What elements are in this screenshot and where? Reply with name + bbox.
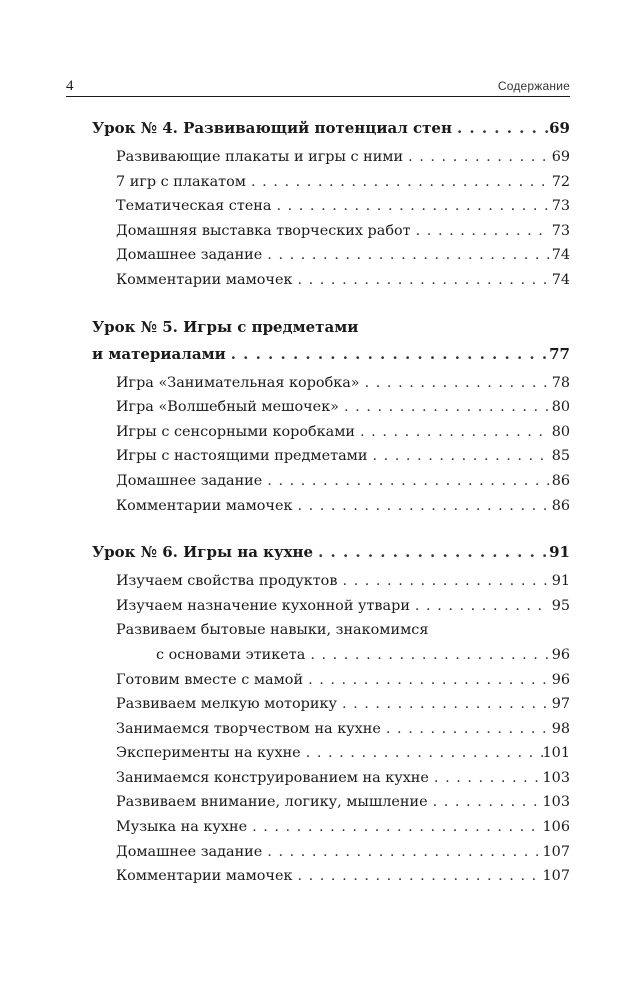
entry-page: 85 — [551, 448, 570, 465]
dot-leader — [411, 219, 550, 244]
toc-entry — [116, 243, 570, 268]
entry-title: Игры с настоящими предметами — [116, 448, 368, 465]
entry-page: 69 — [551, 149, 570, 165]
lesson-page: 69 — [549, 119, 570, 137]
entry-page: 86 — [551, 497, 570, 514]
entry-title: Занимаемся конструированием на кухне — [116, 769, 429, 786]
entry-page: 80 — [551, 399, 570, 416]
entry-page: 97 — [551, 696, 570, 713]
dot-leader — [305, 643, 550, 668]
lesson-heading — [92, 115, 570, 142]
dot-leader — [429, 766, 543, 791]
entry-page: 78 — [551, 374, 570, 391]
dot-leader — [452, 115, 549, 142]
dot-leader — [262, 243, 550, 268]
toc-entry — [116, 268, 570, 293]
dot-leader — [247, 815, 542, 840]
toc-entry — [116, 790, 570, 815]
toc-entry — [116, 741, 570, 766]
entry-title-line-2: с основами этикета — [156, 646, 306, 663]
entry-list — [92, 569, 570, 889]
entry-page: 80 — [551, 423, 570, 440]
dot-leader — [337, 692, 550, 717]
toc-entry — [116, 618, 570, 667]
entry-title: Домашнее задание — [116, 843, 263, 860]
dot-leader — [292, 864, 542, 889]
entry-page: 107 — [542, 868, 570, 885]
dot-leader — [292, 494, 550, 519]
lesson-page: 77 — [549, 344, 570, 363]
entry-title: Музыка на кухне — [116, 819, 248, 836]
dot-leader — [246, 170, 550, 195]
dot-leader — [360, 371, 550, 396]
entry-page: 73 — [551, 198, 570, 215]
entry-page: 73 — [551, 222, 570, 239]
toc-entry — [116, 469, 570, 494]
dot-leader — [262, 469, 550, 494]
toc-entry — [116, 444, 570, 469]
running-head-title: Содержание — [497, 79, 570, 93]
entry-page: 95 — [551, 597, 570, 614]
toc-entry — [116, 395, 570, 420]
dot-leader — [313, 539, 549, 566]
entry-title: Развиваем внимание, логику, мышление — [116, 794, 428, 811]
dot-leader — [403, 145, 550, 170]
entry-title: Занимаемся творчеством на кухне — [116, 720, 381, 737]
toc-entry — [116, 194, 570, 219]
toc-entry — [116, 668, 570, 693]
entry-page: 106 — [542, 819, 570, 836]
entry-title: Домашнее задание — [116, 472, 263, 489]
toc-entry — [116, 766, 570, 791]
lesson-heading — [92, 314, 570, 368]
toc-section-lesson-4 — [92, 115, 570, 293]
entry-page: 72 — [551, 173, 570, 190]
toc-entry — [116, 420, 570, 445]
entry-page: 96 — [551, 671, 570, 688]
lesson-heading — [92, 539, 570, 566]
entry-title: Комментарии мамочек — [116, 271, 293, 288]
lesson-title: Урок № 6. Игры на кухне — [92, 543, 314, 562]
entry-page: 74 — [551, 271, 570, 288]
entry-title: Изучаем назначение кухонной утвари — [116, 597, 410, 614]
lesson-title: Урок № 4. Развивающий потенциал стен — [92, 119, 452, 137]
entry-title: Изучаем свойства продуктов — [116, 573, 338, 590]
toc-entry — [116, 594, 570, 619]
dot-leader — [271, 194, 550, 219]
toc-entry — [116, 840, 570, 865]
entry-page: 74 — [551, 247, 570, 264]
entry-page: 86 — [551, 472, 570, 489]
dot-leader — [292, 268, 550, 293]
toc-entry — [116, 815, 570, 840]
entry-title: 7 игр с плакатом — [116, 173, 246, 190]
entry-title: Готовим вместе с мамой — [116, 671, 304, 688]
dot-leader — [262, 840, 542, 865]
entry-page: 98 — [551, 720, 570, 737]
entry-title: Игры с сенсорными коробками — [116, 423, 356, 440]
entry-title: Эксперименты на кухне — [116, 745, 301, 762]
entry-title-line-1: Развиваем бытовые навыки, знакомимся — [116, 622, 429, 639]
toc-entry — [116, 692, 570, 717]
entry-list — [92, 145, 570, 293]
lesson-title-line-1: Урок № 5. Игры с предметами — [92, 317, 359, 336]
table-of-contents — [92, 115, 570, 910]
entry-title: Развивающие плакаты и игры с ними — [116, 149, 404, 165]
entry-title: Игра «Волшебный мешочек» — [116, 399, 339, 416]
entry-title: Домашнее задание — [116, 247, 263, 264]
entry-page: 103 — [542, 794, 570, 811]
running-header — [66, 78, 570, 97]
dot-leader — [226, 341, 549, 368]
dot-leader — [339, 395, 550, 420]
toc-entry — [116, 569, 570, 594]
page-number: 4 — [66, 78, 74, 94]
toc-entry — [116, 170, 570, 195]
entry-title: Домашняя выставка творческих работ — [116, 222, 411, 239]
toc-entry — [116, 145, 570, 170]
entry-page: 96 — [551, 646, 570, 663]
dot-leader — [355, 420, 550, 445]
entry-title: Игра «Занимательная коробка» — [116, 374, 360, 391]
dot-leader — [367, 444, 550, 469]
toc-entry — [116, 494, 570, 519]
dot-leader — [337, 569, 550, 594]
dot-leader — [301, 741, 543, 766]
toc-section-lesson-6 — [92, 539, 570, 889]
dot-leader — [428, 790, 543, 815]
dot-leader — [381, 717, 550, 742]
toc-entry — [116, 717, 570, 742]
entry-page: 103 — [542, 769, 570, 786]
entry-title: Развиваем мелкую моторику — [116, 696, 337, 713]
dot-leader — [410, 594, 550, 619]
entry-title: Комментарии мамочек — [116, 497, 293, 514]
entry-page: 107 — [542, 843, 570, 860]
entry-title: Комментарии мамочек — [116, 868, 293, 885]
lesson-title-line-2: и материалами — [92, 344, 226, 363]
toc-entry — [116, 371, 570, 396]
toc-entry — [116, 219, 570, 244]
toc-entry — [116, 864, 570, 889]
entry-page: 91 — [551, 573, 570, 590]
lesson-page: 91 — [549, 543, 570, 562]
entry-list — [92, 371, 570, 519]
toc-section-lesson-5 — [92, 314, 570, 519]
entry-title: Тематическая стена — [116, 198, 272, 215]
dot-leader — [303, 668, 550, 693]
entry-page: 101 — [542, 745, 570, 762]
